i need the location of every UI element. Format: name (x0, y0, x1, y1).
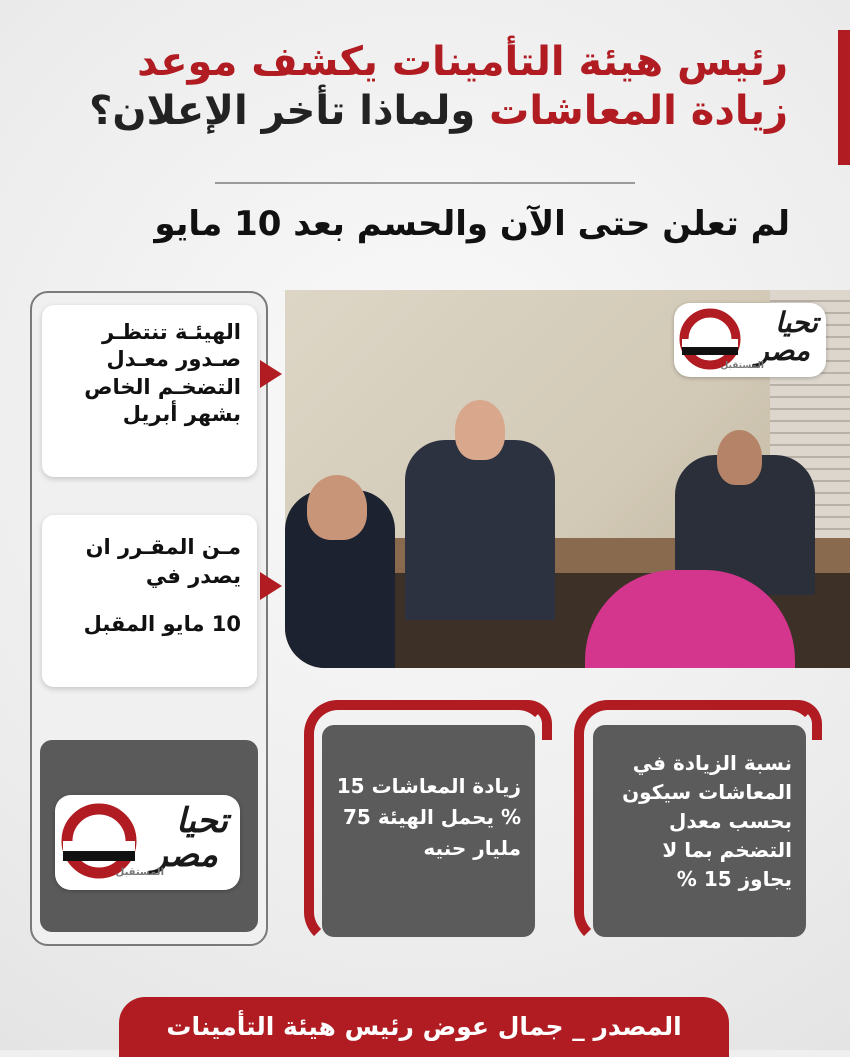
logo-word-2: مصر (755, 334, 810, 367)
card2-line-2: 10 مايو المقبل (83, 611, 241, 636)
logo-word-1: تحيا (175, 801, 228, 841)
info-card-date (42, 515, 257, 687)
source-banner: المصدر _ جمال عوض رئيس هيئة التأمينات (119, 997, 729, 1057)
person-seated-head (717, 430, 762, 485)
card2-line-1: مـن المقـرر ان يصدر في (85, 535, 241, 589)
stat-box-rate: نسبة الزيادة في المعاشات سيكون بحسب معدل التضخم بما لا يجاوز 15 % (593, 725, 806, 937)
logo-word-1: تحيا (775, 306, 818, 339)
page-title (48, 38, 788, 136)
person-writing-head (307, 475, 367, 540)
person-standing-body (405, 440, 555, 620)
title-line-2 (48, 87, 788, 136)
title-accent-bar (838, 30, 850, 165)
logo-tagline: المستقبل (720, 361, 764, 371)
title-highlight: زيادة المعاشات (489, 87, 788, 134)
stat-box-increase: زيادة المعاشات 15 % يحمل الهيئة 75 مليار حنيه (322, 725, 535, 937)
card-pointer-arrow (260, 572, 282, 600)
title-divider (215, 182, 635, 184)
subtitle: لم تعلن حتى الآن والحسم بعد 10 مايو (154, 204, 790, 244)
person-standing-head (455, 400, 505, 460)
title-line-2-rest: ولماذا تأخر الإعلان؟ (89, 87, 490, 134)
card-pointer-arrow (260, 360, 282, 388)
logo-word-2: مصر (151, 835, 218, 875)
title-line-1: رئيس هيئة التأمينات يكشف موعد (137, 39, 788, 85)
info-card-inflation: الهيئـة تنتظـر صـدور معـدل التضخـم الخاص بشهر أبريل (42, 305, 257, 477)
brand-logo-large (55, 795, 240, 890)
logo-tagline: المستقبل (115, 867, 164, 878)
brand-logo-small (674, 303, 826, 377)
